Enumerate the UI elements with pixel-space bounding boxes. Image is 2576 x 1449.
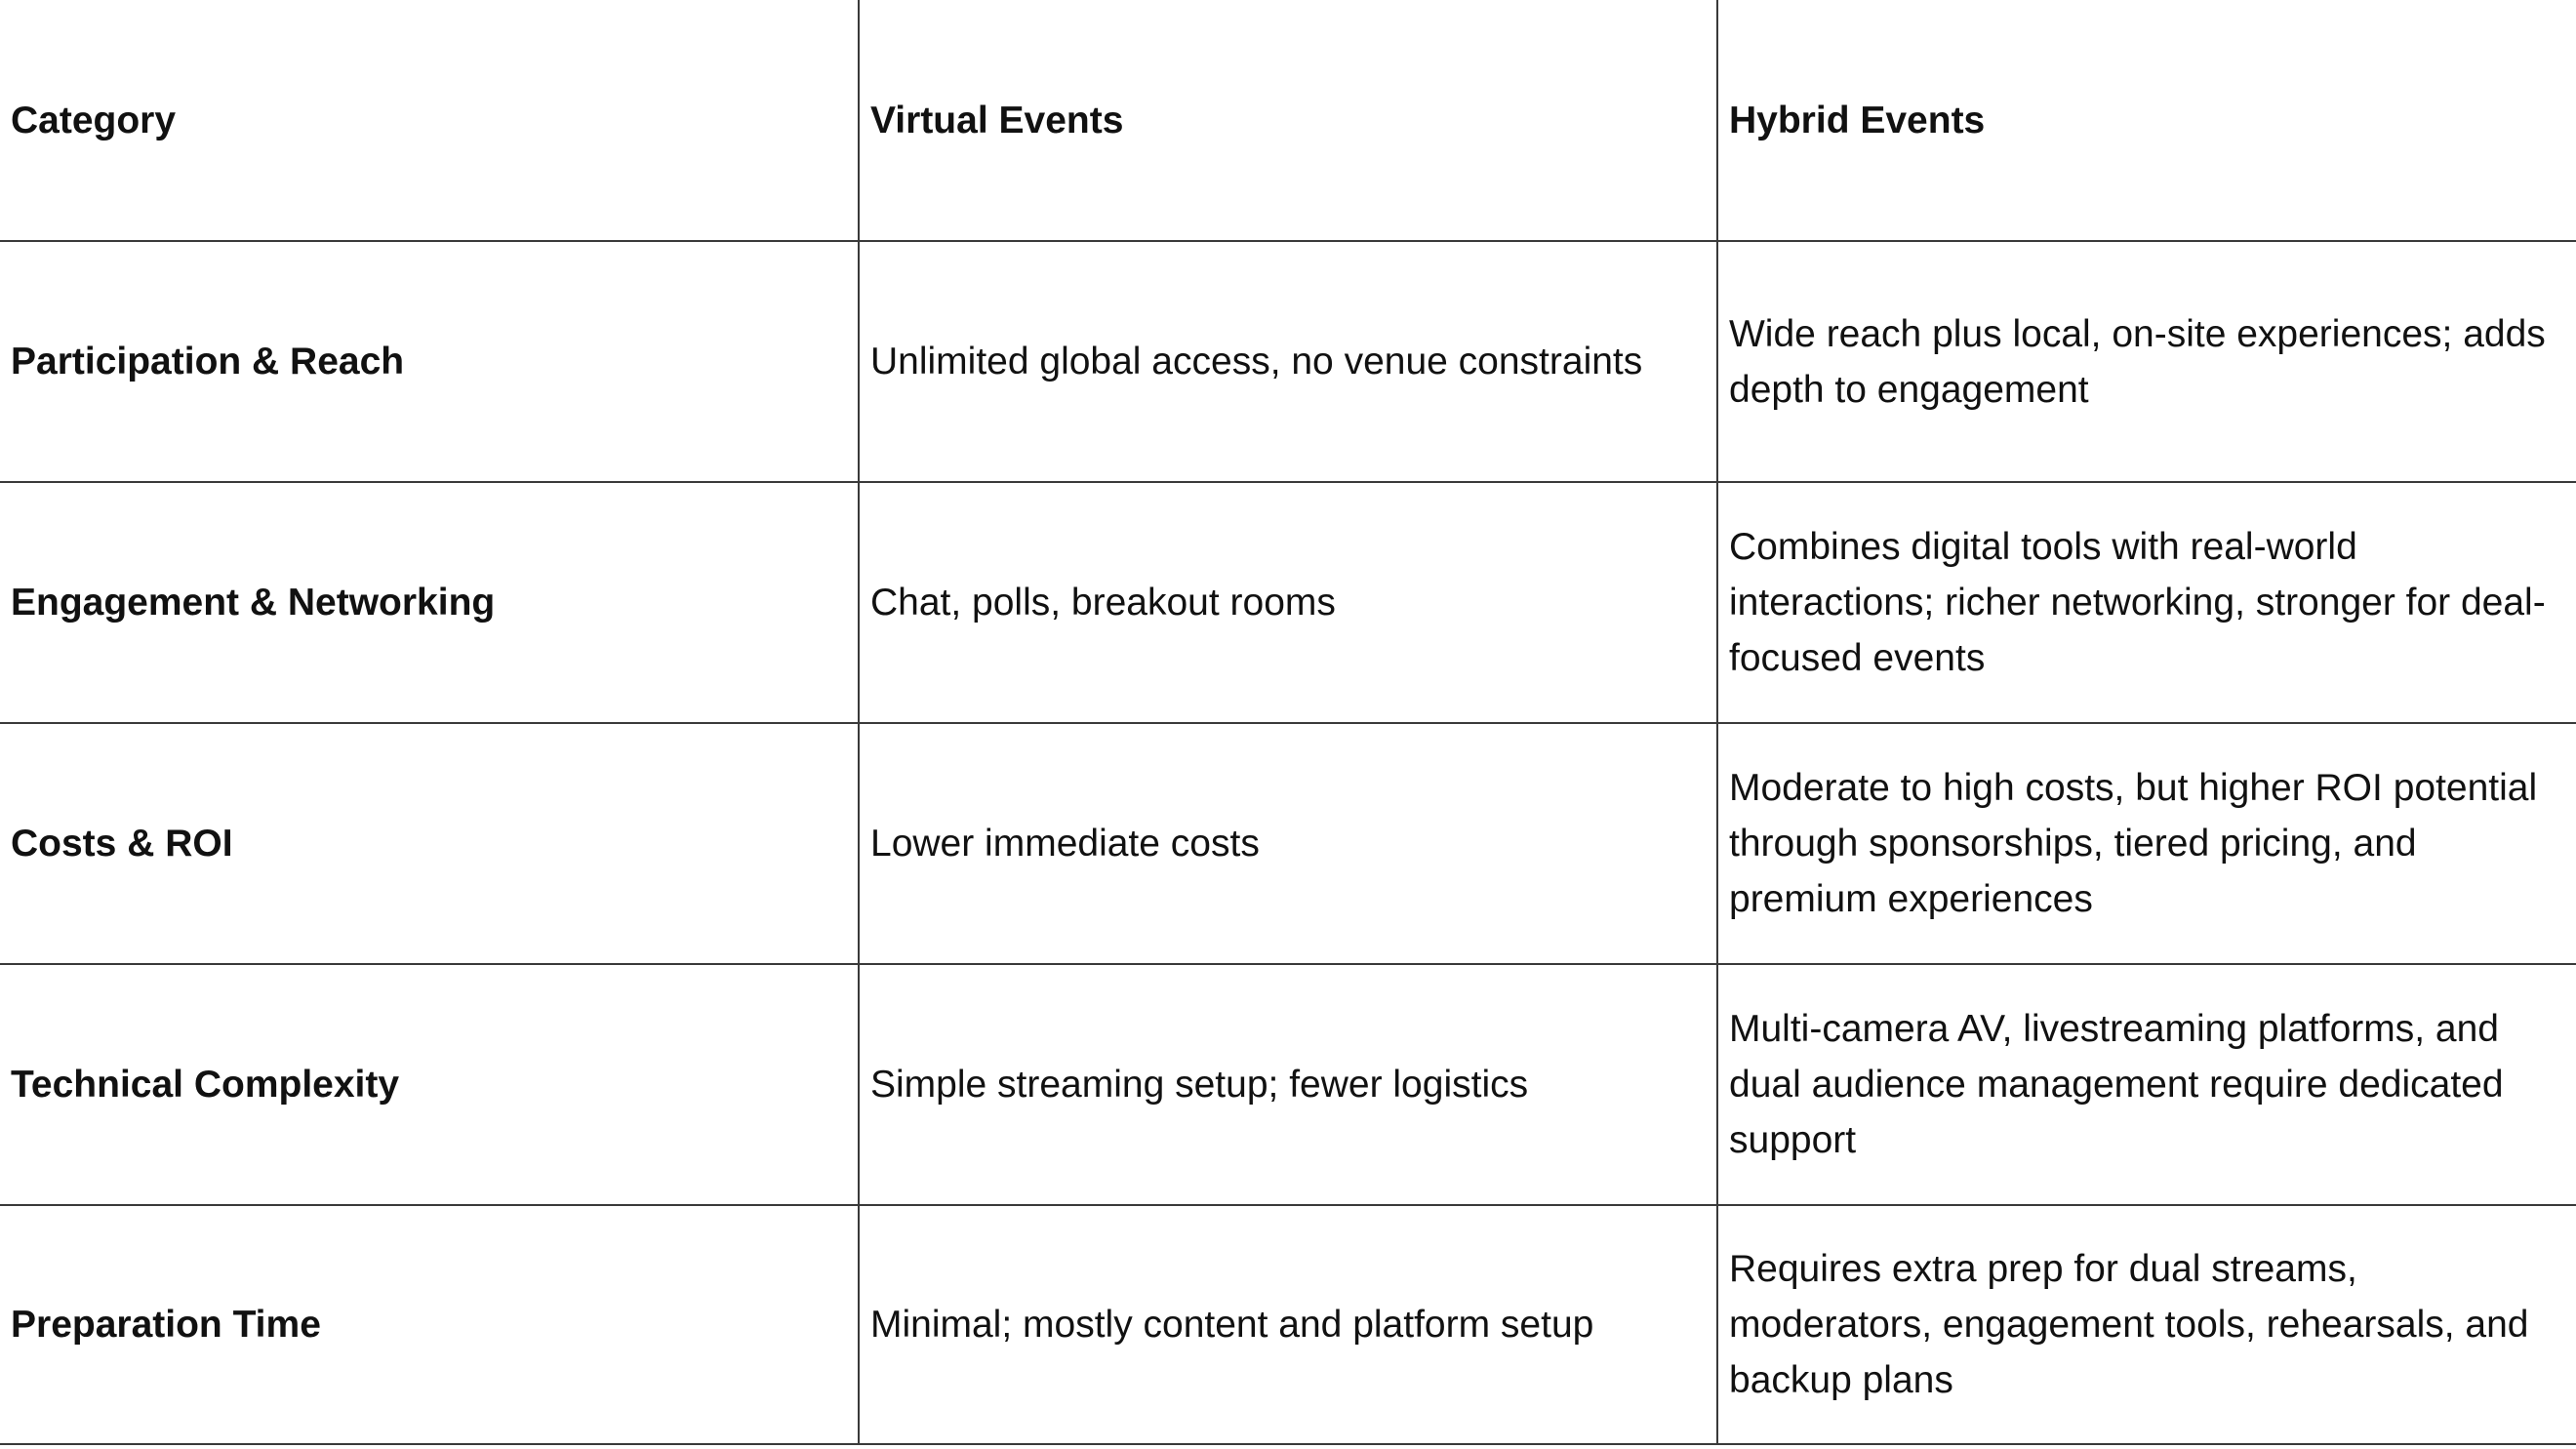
row-category: Preparation Time: [0, 1205, 859, 1444]
header-hybrid-events: Hybrid Events: [1717, 0, 2576, 241]
row-virtual: Lower immediate costs: [859, 723, 1717, 964]
table-header-row: [0, 0, 2576, 241]
row-hybrid: Moderate to high costs, but higher ROI potential through sponsorships, tiered pricing, and premium experiences: [1717, 723, 2576, 964]
row-category: Participation & Reach: [0, 241, 859, 482]
row-virtual: Simple streaming setup; fewer logistics: [859, 964, 1717, 1205]
row-virtual: Unlimited global access, no venue constraints: [859, 241, 1717, 482]
table-row: [0, 1205, 2576, 1444]
header-virtual-events: Virtual Events: [859, 0, 1717, 241]
header-category: Category: [0, 0, 859, 241]
row-category: Engagement & Networking: [0, 482, 859, 723]
row-hybrid: Wide reach plus local, on-site experiences; adds depth to engagement: [1717, 241, 2576, 482]
table-row: [0, 964, 2576, 1205]
row-hybrid: Multi-camera AV, livestreaming platforms, and dual audience management require dedicated support: [1717, 964, 2576, 1205]
table-row: [0, 482, 2576, 723]
table-row: [0, 723, 2576, 964]
row-virtual: Minimal; mostly content and platform setup: [859, 1205, 1717, 1444]
row-hybrid: Combines digital tools with real-world interactions; richer networking, stronger for deal-focused events: [1717, 482, 2576, 723]
row-category: Technical Complexity: [0, 964, 859, 1205]
row-virtual: Chat, polls, breakout rooms: [859, 482, 1717, 723]
row-hybrid: Requires extra prep for dual streams, moderators, engagement tools, rehearsals, and backup plans: [1717, 1205, 2576, 1444]
table-row: [0, 241, 2576, 482]
row-category: Costs & ROI: [0, 723, 859, 964]
